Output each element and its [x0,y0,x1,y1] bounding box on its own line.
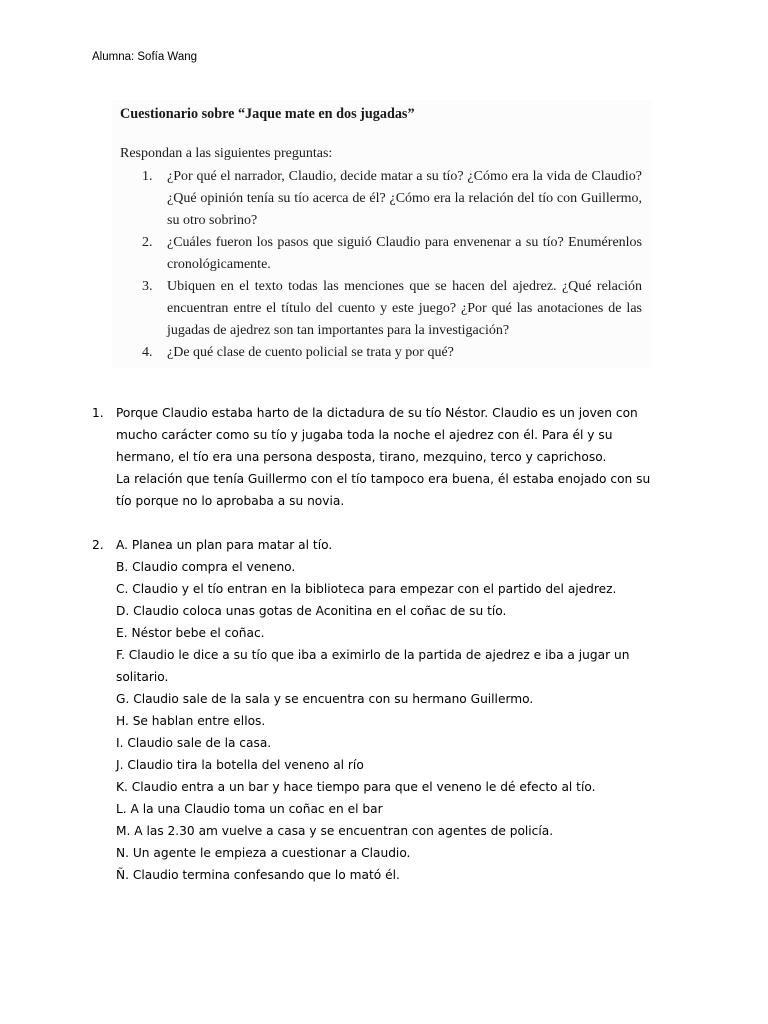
student-name: Alumna: Sofía Wang [92,51,198,63]
step-line: M. A las 2.30 am vuelve a casa y se encuentran con agentes de policía. [116,824,554,838]
step-line: A. Planea un plan para matar al tío. [116,538,333,552]
step-line: C. Claudio y el tío entran en la biblioteca para empezar con el partido del ajedrez. [116,582,617,596]
answer-line: tío porque no lo aprobaba a su novia. [116,494,345,508]
step-line: K. Claudio entra a un bar y hace tiempo para que el veneno le dé efecto al tío. [116,780,596,794]
answer-line: mucho carácter como su tío y jugaba toda la noche el ajedrez con él. Para él y su [116,428,613,442]
question-line: jugadas de ajedrez son tan importantes para la investigación? [167,323,510,338]
answer-item [92,534,682,886]
question-line: Ubiquen en el texto todas las menciones que se hacen del ajedrez. ¿Qué relación [167,279,642,294]
step-line: B. Claudio compra el veneno. [116,560,296,574]
question-item [142,342,642,364]
answer-line: Porque Claudio estaba harto de la dictadura de su tío Néstor. Claudio es un joven con [116,406,638,420]
step-line: solitario. [116,670,169,684]
question-list [142,166,642,364]
step-line: J. Claudio tira la botella del veneno al río [116,758,364,772]
step-line: G. Claudio sale de la sala y se encuentra con su hermano Guillermo. [116,692,534,706]
question-number: 2. [142,235,153,250]
question-line: ¿Qué opinión tenía su tío acerca de él? ¿Cómo era la relación del tío con Guillermo, [167,191,642,206]
question-line: ¿Por qué el narrador, Claudio, decide matar a su tío? ¿Cómo era la vida de Claudio? [167,169,642,184]
answer-number: 2. [92,538,104,552]
answer-number: 1. [92,406,104,420]
question-item [142,232,642,276]
answer-item [92,402,682,512]
answer-list [92,402,682,886]
answer-line: hermano, el tío era una persona desposta, tirano, mezquino, terco y caprichoso. [116,450,607,464]
step-line: E. Néstor bebe el coñac. [116,626,265,640]
questionnaire-image [112,100,652,368]
question-line: ¿De qué clase de cuento policial se trata y por qué? [167,345,454,360]
step-line: H. Se hablan entre ellos. [116,714,266,728]
step-line: N. Un agente le empieza a cuestionar a Claudio. [116,846,411,860]
question-number: 3. [142,279,153,294]
question-number: 4. [142,345,153,360]
step-line: D. Claudio coloca unas gotas de Aconitina en el coñac de su tío. [116,604,507,618]
question-number: 1. [142,169,153,184]
step-line: Ñ. Claudio termina confesando que lo mató él. [116,868,400,882]
question-line: cronológicamente. [167,257,271,272]
questionnaire-intro: Respondan a las siguientes preguntas: [120,146,333,161]
question-item [142,166,642,232]
question-line: su otro sobrino? [167,213,258,228]
step-line: F. Claudio le dice a su tío que iba a eximirlo de la partida de ajedrez e iba a jugar un [116,648,630,662]
question-line: encuentran entre el título del cuento y este juego? ¿Por qué las anotaciones de las [167,301,642,316]
questionnaire-title: Cuestionario sobre “Jaque mate en dos jugadas” [120,106,415,122]
question-line: ¿Cuáles fueron los pasos que siguió Claudio para envenenar a su tío? Enumérenlos [167,235,642,250]
question-item [142,276,642,342]
answer-line: La relación que tenía Guillermo con el tío tampoco era buena, él estaba enojado con su [116,472,651,486]
step-line: L. A la una Claudio toma un coñac en el bar [116,802,383,816]
step-line: I. Claudio sale de la casa. [116,736,272,750]
